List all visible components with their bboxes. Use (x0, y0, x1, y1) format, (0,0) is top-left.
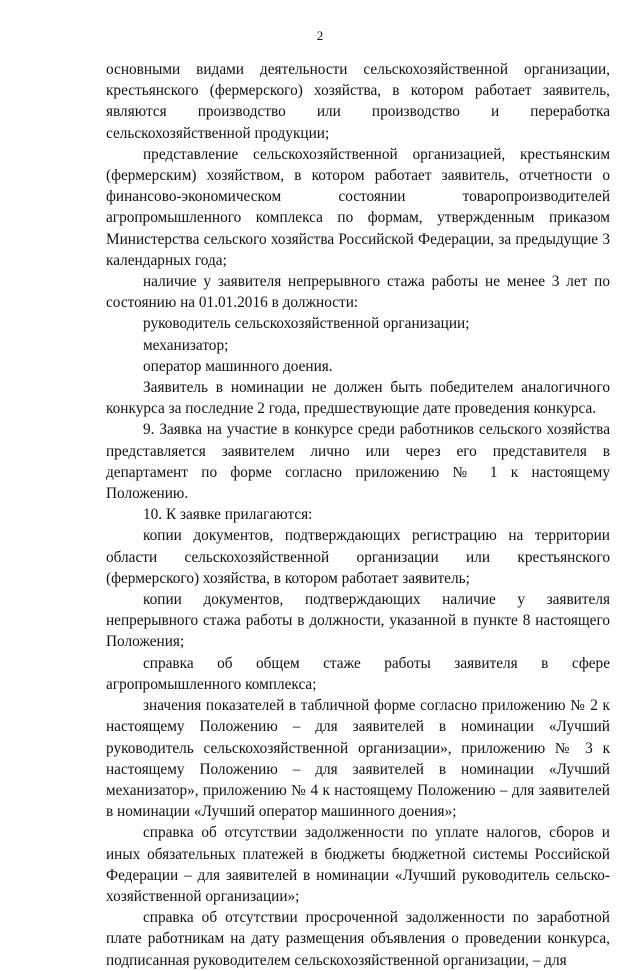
list-item: руководитель сельскохозяйственной организации; (143, 315, 470, 333)
paragraph: справка об отсутствии задолженности по уплате налогов, сборов и иных обязательных платежей в бюджеты бюджетной системы Российской Федерации – для заявителей в номинации «Лучший руководитель сельско-хозяйственной организации»; (106, 824, 610, 905)
list-item: оператор машинного доения. (143, 357, 333, 375)
paragraph: основными видами деятельности сельскохозяйственной организации, крестьянского (фермерского) хозяйства, в котором работает заявитель, являются производство или производство и переработка сельскохозяйственной продукции; (106, 61, 610, 142)
list-item: механизатор; (143, 336, 229, 354)
paragraph: наличие у заявителя непрерывного стажа работы не менее 3 лет по состоянию на 01.01.2016 в должности: (106, 273, 610, 312)
paragraph: представление сельскохозяйственной организацией, крестьянским (фермерским) хозяйством, в котором работает заявитель, отчетности о финансово-экономическом состоянии товаропроизводителей агропромышленного комплекса по формам, утвержденным приказом Министерства сельского хозяйства Российской Федерации, за предыдущие 3 календарных года; (106, 145, 610, 269)
paragraph: значения показателей в табличной форме согласно приложению № 2 к настоящему Положению – для заявителей в номинации «Лучший руководитель сельскохозяйственной организации», приложению № 3 к настоящему Положению – для заявителей в номинации «Лучший механизатор», приложению № 4 к настоящему Положению – для заявителей в номинации «Лучший оператор машинного доения»; (106, 697, 610, 821)
paragraph: 10. К заявке прилагаются: (143, 506, 313, 524)
page-number: 2 (316, 28, 324, 43)
paragraph: 9. Заявка на участие в конкурсе среди работников сельского хозяйства представляется заявителем лично или через его представителя в департамент по форме согласно приложению № 1 к настоящему Положению. (106, 421, 610, 503)
paragraph: справка об отсутствии просроченной задолженности по заработной плате работникам на дату размещения объявления о проведении конкурса, подписанная руководителем сельскохозяйственной организации, – для (106, 909, 610, 969)
paragraph: справка об общем стаже работы заявителя в сфере агропромышленного комплекса; (106, 654, 610, 693)
paragraph: Заявитель в номинации не должен быть победителем аналогичного конкурса за последние 2 года, предшествующие дате проведения конкурса. (106, 379, 610, 418)
paragraph: копии документов, подтверждающих регистрацию на территории области сельскохозяйственной организации или крестьянского (фермерского) хозяйства, в котором работает заявитель; (106, 527, 610, 587)
paragraph: копии документов, подтверждающих наличие у заявителя непрерывного стажа работы в должности, указанной в пункте 8 настоящего Положения; (106, 591, 610, 651)
document-body (106, 59, 610, 971)
